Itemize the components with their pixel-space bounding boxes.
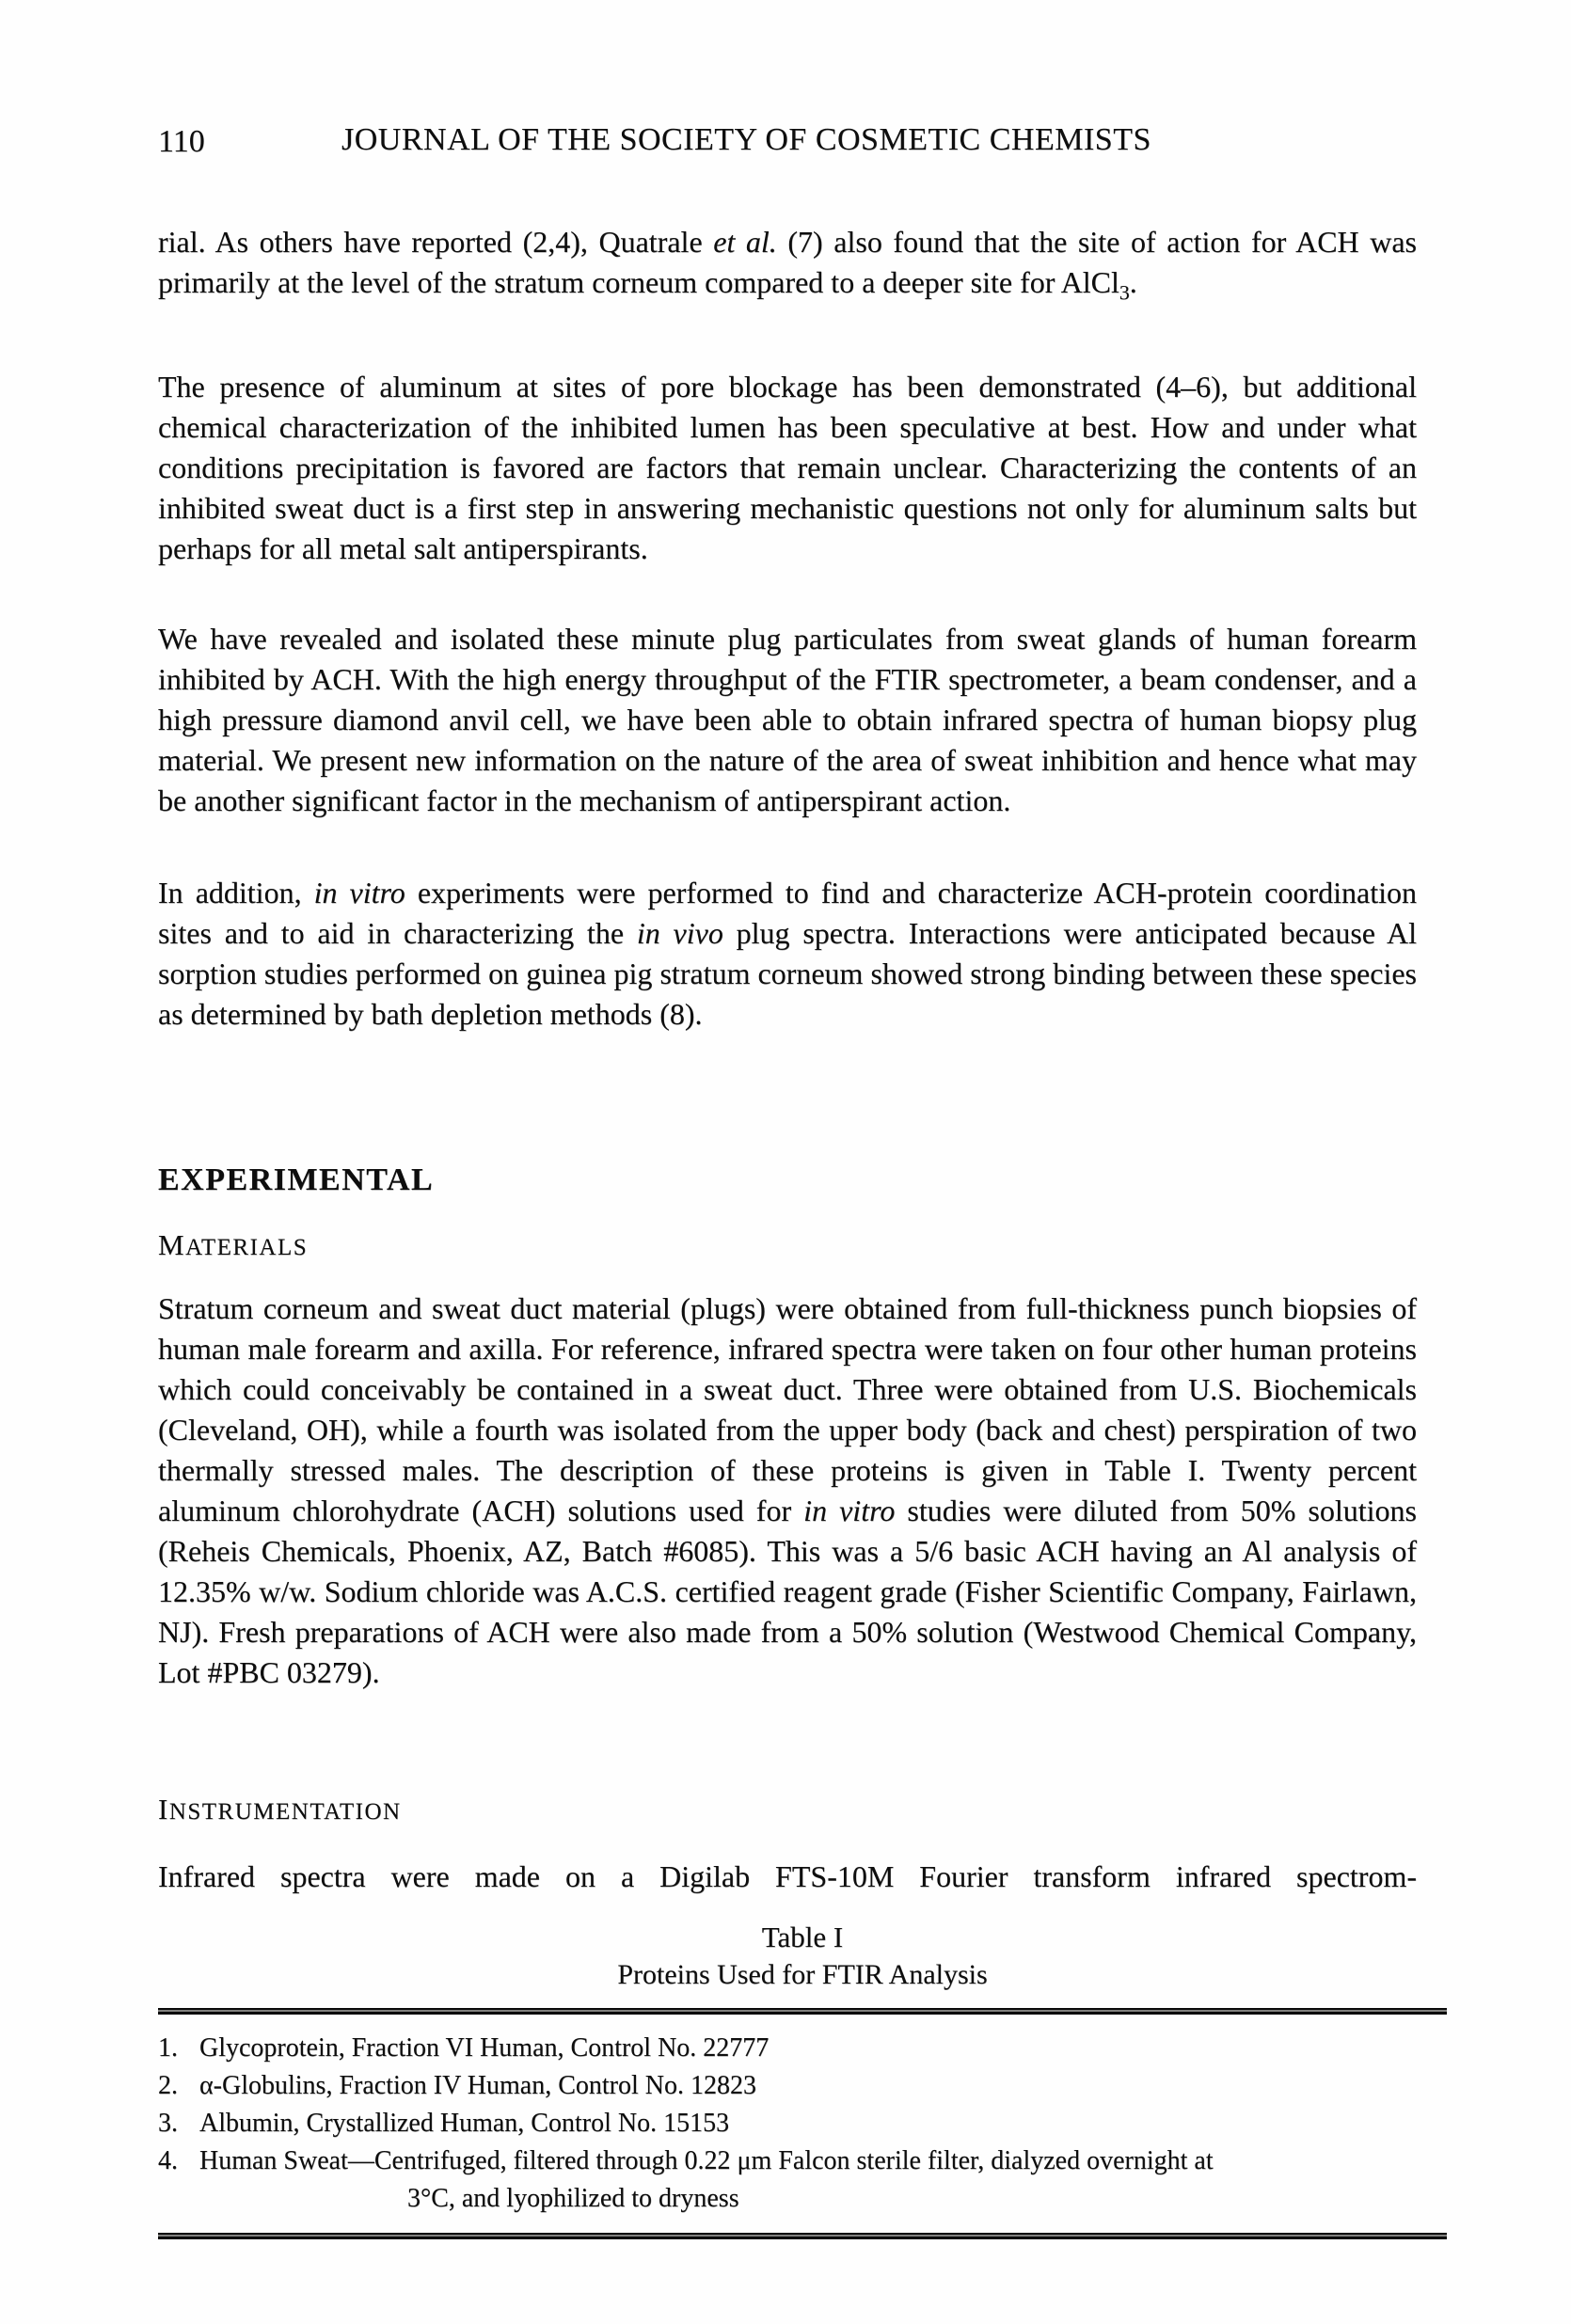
paragraph-pore-blockage: The presence of aluminum at sites of pore blockage has been demonstrated (4–6), but additional chemical characterization of the inhibited lumen has been speculative at best. How and under what conditions precipitation is favored are factors that remain unclear. Characterizing the contents of an inhibited sweat duct is a first step in answering mechanistic questions not only for aluminum salts but perhaps for all metal salt antiperspirants. (158, 370, 1417, 565)
table-row (158, 2030, 1447, 2067)
table-subtitle: Proteins Used for FTIR Analysis (617, 1959, 988, 1990)
subsection-heading-materials: MATERIALS (158, 1228, 309, 1261)
table-row (158, 2142, 1447, 2180)
paragraph-in-vitro: In addition, in vitro experiments were performed to find and characterize ACH-protein coordination sites and to aid in characterizing the in vivo plug spectra. Interactions were anticipated because Al sorption studies performed on guinea pig stratum corneum showed strong binding between these species as determined by bath depletion methods (8). (158, 876, 1418, 1031)
item-text: Glycoprotein, Fraction VI Human, Control No. 22777 (199, 2033, 770, 2063)
paragraph-continuation: rial. As others have reported (2,4), Quatrale et al. (7) also found that the site of action for ACH was primarily at the level of the stratum corneum compared to a deeper site for AlCl$_3$. (158, 225, 1418, 305)
table-row (158, 2067, 1447, 2105)
item-text: Albumin, Crystallized Human, Control No. 15153 (199, 2109, 730, 2138)
page-number: 110 (158, 124, 205, 159)
table-row (158, 2105, 1447, 2142)
item-number: 1. (158, 2033, 178, 2063)
item-continuation: 3°C, and lyophilized to dryness (407, 2184, 739, 2213)
item-text: Human Sweat—Centrifuged, filtered through 0.22 μm Falcon sterile filter, dialyzed overnight at (199, 2146, 1214, 2175)
paragraph-instrumentation: Infrared spectra were made on a Digilab FTS-10M Fourier transform infrared spectrom- (158, 1859, 1417, 1893)
table-top-rule (158, 2008, 1447, 2015)
paragraph-plug-particulates: We have revealed and isolated these minute plug particulates from sweat glands of human forearm inhibited by ACH. With the high energy throughput of the FTIR spectrometer, a beam condenser, and a high pressure diamond anvil cell, we have been able to obtain infrared spectra of human biopsy plug material. We present new information on the nature of the area of sweat inhibition and hence what may be another significant factor in the mechanism of antiperspirant action. (158, 622, 1417, 817)
item-text: α-Globulins, Fraction IV Human, Control No. 12823 (199, 2071, 757, 2100)
subsection-heading-instrumentation: INSTRUMENTATION (158, 1793, 402, 1826)
table-bottom-rule (158, 2233, 1447, 2239)
paragraph-materials: Stratum corneum and sweat duct material (plugs) were obtained from full-thickness punch biopsies of human male forearm and axilla. For reference, infrared spectra were taken on four other human proteins which could conceivably be contained in a sweat duct. Three were obtained from U.S. Biochemicals (Cleveland, OH), while a fourth was isolated from the upper body (back and chest) perspiration of two thermally stressed males. The description of these proteins is given in Table I. Twenty percent aluminum chlorohydrate (ACH) solutions used for in vitro studies were diluted from 50% solutions (Reheis Chemicals, Phoenix, AZ, Batch #6085). This was a 5/6 basic ACH having an Al analysis of 12.35% w/w. Sodium chloride was A.C.S. certified reagent grade (Fisher Scientific Company, Fairlawn, NJ). Fresh preparations of ACH were also made from a 50% solution (Westwood Chemical Company, Lot #PBC 03279). (158, 1291, 1418, 1689)
table-title: Table I (761, 1921, 844, 1953)
table-1 (158, 1919, 1447, 2239)
protein-list (158, 2030, 1447, 2218)
section-heading-experimental: EXPERIMENTAL (158, 1162, 435, 1197)
journal-title: JOURNAL OF THE SOCIETY OF COSMETIC CHEMISTS (341, 122, 1151, 157)
item-number: 2. (158, 2071, 178, 2100)
item-number: 3. (158, 2109, 178, 2138)
item-number: 4. (158, 2146, 178, 2175)
